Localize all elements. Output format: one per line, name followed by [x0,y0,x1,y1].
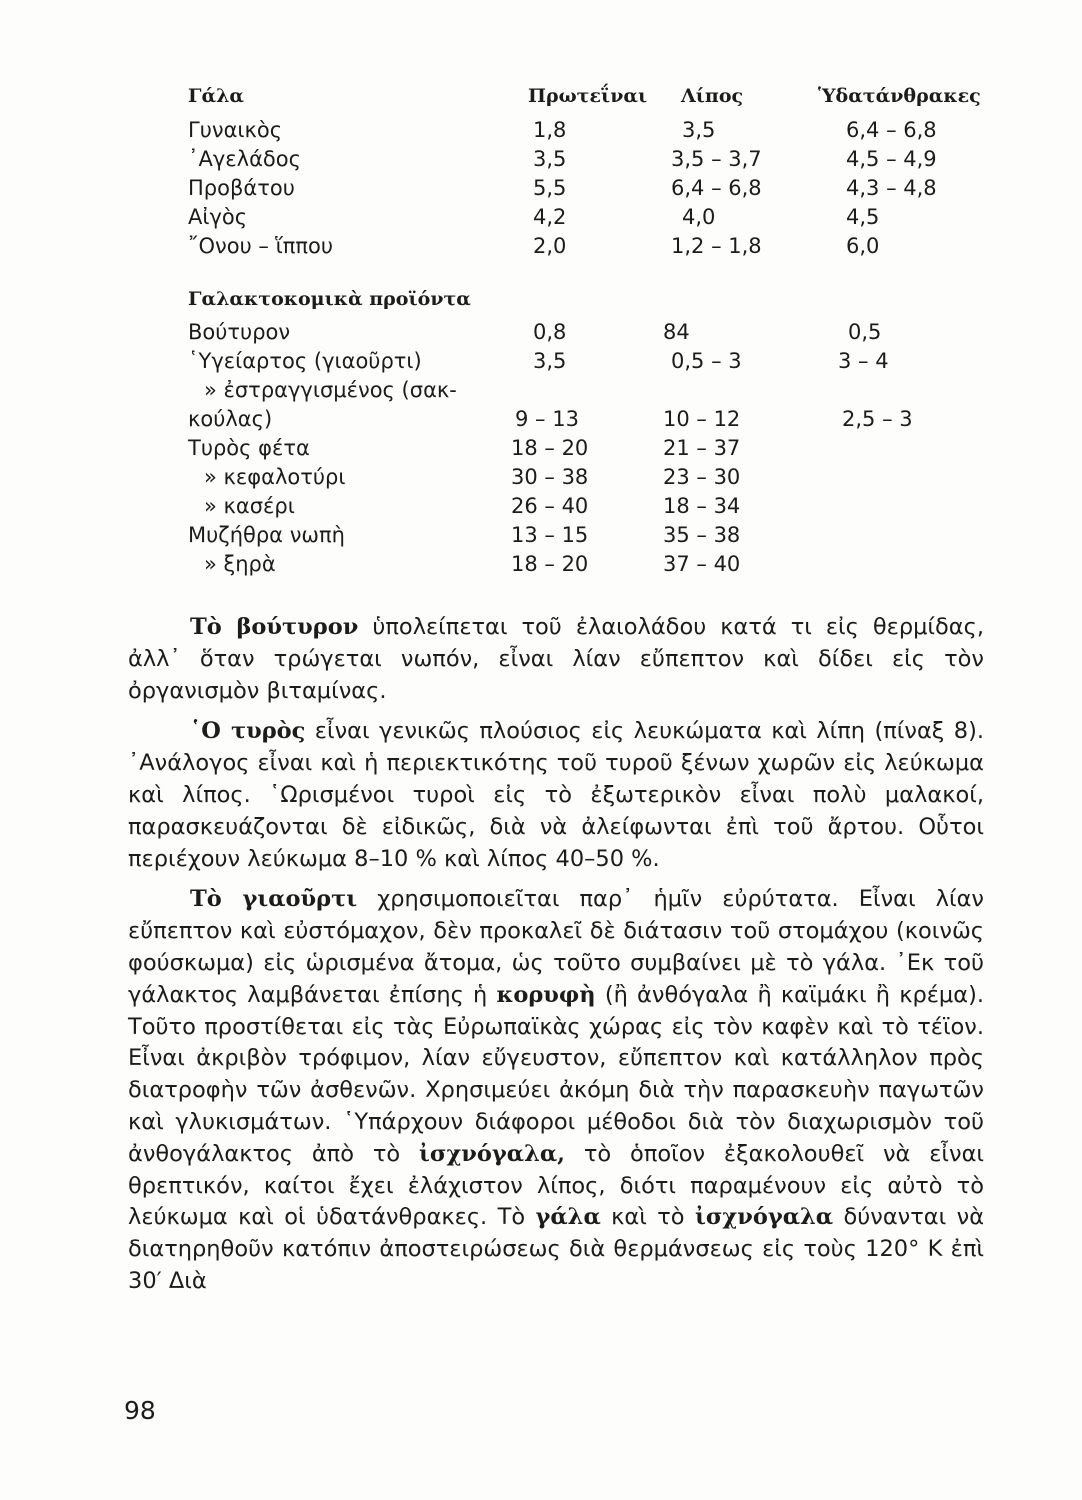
row-protein: 1,8 [533,118,567,142]
row-name: » ἐστραγγισμένος (σακ- [204,378,457,402]
row-fat: 21 – 37 [663,436,741,460]
paragraph-text: χρησιμοποιεῖται παρ᾿ ἡμῖν εὐρύτατα. Εἶναι λίαν εὔπεπτον καὶ εὐστόμαχον, δὲν προκαλεῖ δὲ διάτασιν τοῦ στομάχου (κοινῶς φούσκωμα) εἰς ὡρισμένα ἄτομα, ὡς τοῦτο συμβαίνει μὲ τὸ γάλα. ᾿Εκ τοῦ γάλακτος λαμβάνεται ἐπίσης ἡ [128,886,985,1008]
paragraph-text: τὸ ὁποῖον ἐξακολουθεῖ νὰ εἶναι θρεπτικόν, καίτοι ἔχει ἐλάχιστον λίπος, διότι παραμένουν εἰς αὐτὸ τὸ λεύκωμα καὶ οἱ ὑδατάνθρακες. Τὸ [128,1140,985,1231]
row-fat: 18 – 34 [663,494,741,518]
row-carbs: 6,4 – 6,8 [846,118,937,142]
row-name: ῾Υγείαρτος (γιαοῦρτι) [188,349,422,373]
bold-term: ἰσχνόγαλα, [419,1140,566,1167]
row-protein: 9 – 13 [515,407,579,431]
bold-term: γάλα [535,1204,601,1231]
row-name: » κασέρι [204,494,295,518]
row-protein: 13 – 15 [511,523,589,547]
row-name: Γυναικὸς [188,118,283,142]
row-name: Μυζήθρα νωπὴ [188,523,345,547]
row-fat: 1,2 – 1,8 [671,234,762,258]
paragraph-text: ὑπολείπεται τοῦ ἐλαιολάδου κατά τι εἰς θερμίδας, ἀλλ᾿ ὅταν τρώγεται νωπόν, εἶναι λίαν εὔπεπτον καὶ δίδει εἰς τὸν ὀργανισμὸν βιταμίνας. [128,614,984,704]
row-protein: 18 – 20 [511,552,589,576]
bold-term: Τὸ βούτυρον [190,614,359,640]
row-carbs: 6,0 [846,234,880,258]
row-fat: 4,0 [682,205,716,229]
row-name: Προβάτου [188,176,295,200]
row-name: κούλας) [188,407,273,431]
row-carbs: 4,5 [846,205,880,229]
row-fat: 10 – 12 [663,407,741,431]
row-name: Αἰγὸς [188,205,248,229]
row-fat: 23 – 30 [663,465,741,489]
row-fat: 3,5 – 3,7 [671,147,762,171]
row-name: ῎Ονου – ἵππου [188,234,334,258]
paragraph-text: δύνανται νὰ διατηρηθοῦν κατόπιν ἀποστειρώσεως διὰ θερμάνσεως εἰς τοὺς 120° Κ ἐπὶ 30′ Διὰ [128,1204,985,1294]
header-protein: Πρωτεΐναι [528,85,648,107]
row-protein: 3,5 [533,349,567,373]
row-fat: 0,5 – 3 [671,349,742,373]
paragraph-yogurt [128,884,984,1297]
section-title: Γαλακτοκομικὰ προϊόντα [188,288,471,310]
row-carbs: 2,5 – 3 [842,407,913,431]
row-name: » κεφαλοτύρι [204,465,346,489]
row-fat: 37 – 40 [663,552,741,576]
row-protein: 5,5 [533,176,567,200]
row-fat: 84 [663,320,690,344]
row-fat: 3,5 [682,118,716,142]
row-carbs: 4,3 – 4,8 [846,176,937,200]
row-protein: 30 – 38 [511,465,589,489]
row-fat: 35 – 38 [663,523,741,547]
row-name: ᾿Αγελάδος [188,147,301,171]
header-milk: Γάλα [188,85,245,107]
paragraph-cheese [128,716,984,875]
body-text [128,612,984,1307]
header-fat: Λίπος [681,85,744,107]
row-carbs: 0,5 [848,320,882,344]
bold-term: κορυφὴ [496,981,596,1008]
bold-term: ῾Ο τυρὸς [190,718,306,745]
header-carbs: Ὑδατάνθρακες [818,85,981,107]
row-name: » ξηρὰ [204,552,276,576]
paragraph-butter [128,612,984,707]
page-number: 98 [124,1396,156,1425]
row-protein: 2,0 [533,234,567,258]
paragraph-text: εἶναι γενικῶς πλούσιος εἰς λευκώματα καὶ λίπη (πίναξ 8). ᾿Ανάλογος εἶναι καὶ ἡ περιεκτικότης τοῦ τυροῦ ξένων χωρῶν εἰς λεύκωμα καὶ λίπος. ῾Ωρισμένοι τυροὶ εἰς τὸ ἐξωτερικὸν εἶναι πολὺ μαλακοί, παρασκευάζονται δὲ εἰδικῶς, διὰ νὰ ἀλείφωνται ἐπὶ τοῦ ἄρτου. Οὗτοι περιέχουν λεύκωμα 8–10 % καὶ λίπος 40–50 %. [128,718,985,872]
row-protein: 0,8 [533,320,567,344]
row-name: Βούτυρον [188,320,291,344]
row-protein: 3,5 [533,147,567,171]
bold-term: ἰσχνόγαλα [694,1204,834,1231]
row-protein: 18 – 20 [511,436,589,460]
row-carbs: 4,5 – 4,9 [846,147,937,171]
row-fat: 6,4 – 6,8 [671,176,762,200]
paragraph-text: (ἢ ἀνθόγαλα ἢ καϊμάκι ἢ κρέμα). Τοῦτο προστίθεται εἰς τὰς Εὐρωπαϊκὰς χώρας εἰς τὸν καφὲν καὶ τὸ τέϊον. Εἶναι ἀκριβὸν τρόφιμον, λίαν εὔγευστον, εὔπεπτον καὶ κατάλληλον πρὸς διατροφὴν τῶν ἀσθενῶν. Χρησιμεύει ἀκόμη διὰ τὴν παρασκευὴν παγωτῶν καὶ γλυκισμάτων. ῾Υπάρχουν διάφοροι μέθοδοι διὰ τὸν διαχωρισμὸν τοῦ ἀνθογάλακτος ἀπὸ τὸ [128,981,984,1167]
row-carbs: 3 – 4 [838,349,889,373]
bold-term: Τὸ γιαοῦρτι [190,886,358,913]
row-protein: 4,2 [533,205,567,229]
row-protein: 26 – 40 [511,494,589,518]
paragraph-text: καὶ τὸ [611,1204,685,1231]
row-name: Τυρὸς φέτα [188,436,310,460]
